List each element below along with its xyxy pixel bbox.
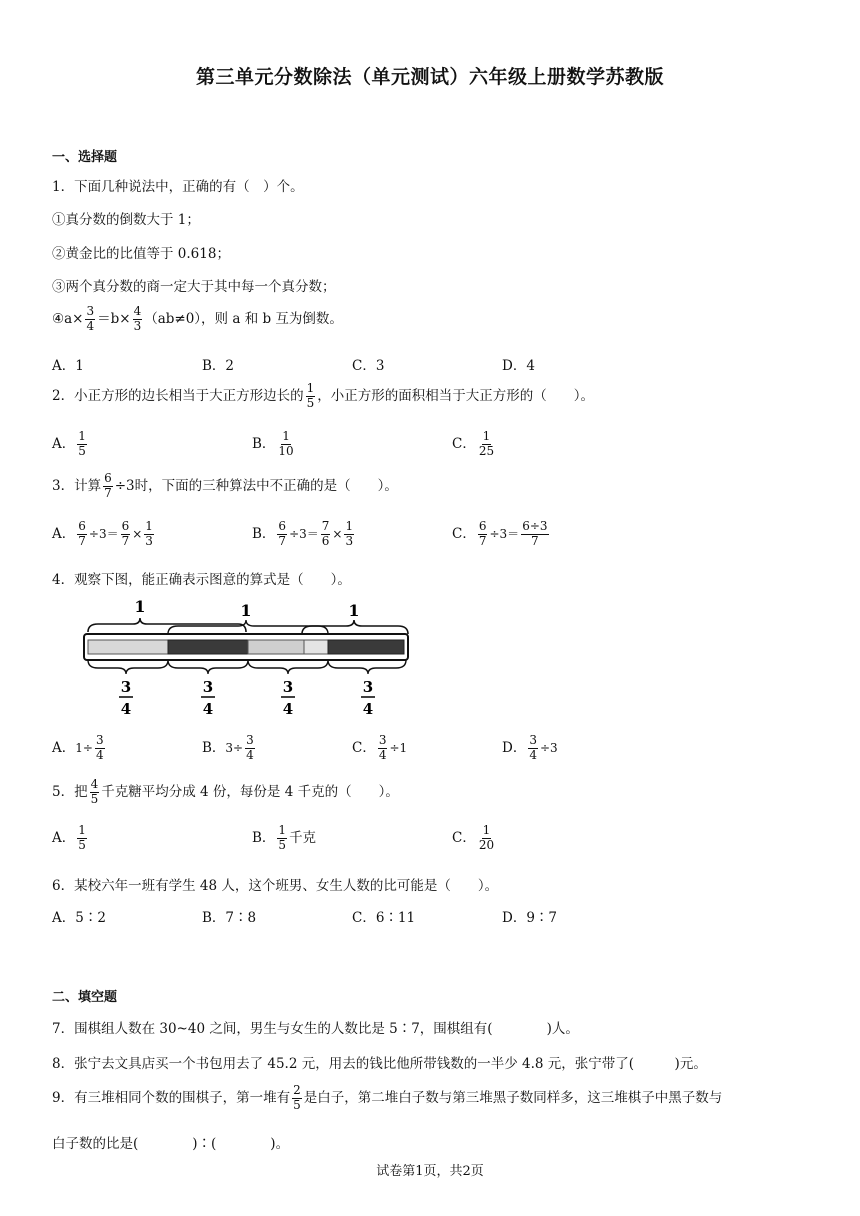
fraction: $\frac{3}{4}$ xyxy=(86,304,95,333)
question-3-option-b: B． $\frac{6}{7}$ ÷3＝ $\frac{7}{6}$ × $\frac{1}{3}$ xyxy=(252,519,354,548)
question-5-option-c: C． $\frac{1}{20}$ xyxy=(452,823,495,852)
question-5-option-b: B． $\frac{1}{5}$ 千克 xyxy=(252,823,317,852)
question-7: 7．围棋组人数在 30~40 之间，男生与女生的人数比是 5∶7，围棋组有( )人。 xyxy=(52,1021,579,1037)
segment-3 xyxy=(248,640,304,654)
question-1-statement-2: ②黄金比的比值等于 0.618； xyxy=(52,246,230,262)
question-1-statement-1: ①真分数的倒数大于 1； xyxy=(52,212,200,228)
question-3-stem: 3．计算 $\frac{6}{7}$ ÷3时，下面的三种算法中不正确的是（ ）。 xyxy=(52,471,398,500)
section-heading-choice: 一、选择题 xyxy=(52,150,118,165)
question-2-stem: 2．小正方形的边长相当于大正方形边长的 $\frac{1}{5}$ ，小正方形的面积相当于大正方形的（ ）。 xyxy=(52,381,594,410)
question-6-option-c: C．6∶11 xyxy=(352,910,416,926)
fraction: $\frac{4}{3}$ xyxy=(133,304,142,333)
segment-5 xyxy=(328,640,404,654)
bar-diagram xyxy=(78,596,418,722)
question-6-stem: 6．某校六年一班有学生 48 人，这个班男、女生人数的比可能是（ ）。 xyxy=(52,878,499,894)
question-5-option-a: A． $\frac{1}{5}$ xyxy=(52,823,86,852)
question-1-option-a: A．1 xyxy=(52,358,84,374)
bottom-brace-3 xyxy=(248,660,328,674)
top-brace-1 xyxy=(88,618,246,632)
bottom-den-1: 4 xyxy=(120,700,132,718)
bottom-den-3: 4 xyxy=(282,700,294,718)
page-title: 第三单元分数除法（单元测试）六年级上册数学苏教版 xyxy=(195,66,664,88)
question-6-option-a: A．5∶2 xyxy=(52,910,106,926)
page-footer: 试卷第1页，共2页 xyxy=(376,1164,484,1179)
top-brace-2 xyxy=(168,620,328,634)
question-4-stem: 4．观察下图，能正确表示图意的算式是（ ）。 xyxy=(52,572,351,588)
question-4-option-c: C． $\frac{3}{4}$ ÷1 xyxy=(352,733,408,762)
bottom-brace-2 xyxy=(168,660,248,674)
question-4-option-b: B．3÷ $\frac{3}{4}$ xyxy=(202,733,254,762)
question-9-line-1: 9．有三堆相同个数的围棋子，第一堆有 $\frac{2}{5}$ 是白子，第二堆白子数与第三堆黑子数同样多，这三堆棋子中黑子数与 xyxy=(52,1083,723,1112)
fraction: $\frac{2}{5}$ xyxy=(293,1083,301,1112)
question-2-option-a: A． $\frac{1}{5}$ xyxy=(52,429,86,458)
bottom-den-4: 4 xyxy=(362,700,374,718)
question-6-option-b: B．7∶8 xyxy=(202,910,257,926)
question-1-option-b: B．2 xyxy=(202,358,235,374)
segment-1 xyxy=(88,640,168,654)
bottom-num-2: 3 xyxy=(202,678,214,696)
top-brace-3 xyxy=(302,620,408,634)
bottom-brace-4 xyxy=(328,660,406,674)
question-6-option-d: D．9∶7 xyxy=(502,910,558,926)
fraction: $\frac{4}{5}$ xyxy=(90,777,99,806)
bottom-den-2: 4 xyxy=(202,700,214,718)
top-label-3: 1 xyxy=(348,601,360,620)
question-4-option-a: A．1÷ $\frac{3}{4}$ xyxy=(52,733,104,762)
section-heading-fill: 二、填空题 xyxy=(52,990,118,1005)
fraction: $\frac{1}{5}$ xyxy=(306,381,315,410)
question-1-statement-4: ④a× $\frac{3}{4}$ ＝b× $\frac{4}{3}$ （ab≠0），则 a 和 b 互为倒数。 xyxy=(52,304,343,333)
question-3-option-a: A． $\frac{6}{7}$ ÷3＝ $\frac{6}{7}$ × $\frac{1}{3}$ xyxy=(52,519,153,548)
top-label-2: 1 xyxy=(240,601,252,620)
question-2-option-b: B． $\frac{1}{10}$ xyxy=(252,429,294,458)
bottom-num-4: 3 xyxy=(362,678,374,696)
question-1-stem: 1．下面几种说法中，正确的有（ ）个。 xyxy=(52,179,304,195)
segment-4 xyxy=(304,640,328,654)
question-5-stem: 5．把 $\frac{4}{5}$ 千克糖平均分成 4 份，每份是 4 千克的（ ）。 xyxy=(52,777,399,806)
segment-2 xyxy=(168,640,248,654)
question-4-option-d: D． $\frac{3}{4}$ ÷3 xyxy=(502,733,558,762)
bottom-num-1: 3 xyxy=(120,678,132,696)
question-9-line-2: 白子数的比是( )∶( )。 xyxy=(52,1136,290,1152)
question-1-statement-3: ③两个真分数的商一定大于其中每一个真分数； xyxy=(52,279,336,295)
fraction: $\frac{6}{7}$ xyxy=(104,471,112,500)
question-3-option-c: C． $\frac{6}{7}$ ÷3＝ $\frac{6\div 3}{7}$ xyxy=(452,519,548,548)
question-2-option-c: C． $\frac{1}{25}$ xyxy=(452,429,495,458)
question-1-option-d: D．4 xyxy=(502,358,535,374)
bottom-num-3: 3 xyxy=(282,678,294,696)
question-8: 8．张宁去文具店买一个书包用去了 45.2 元，用去的钱比他所带钱数的一半少 4.8 元，张宁带了( )元。 xyxy=(52,1056,707,1072)
question-1-option-c: C．3 xyxy=(352,358,385,374)
top-label-1: 1 xyxy=(134,597,146,616)
bottom-brace-1 xyxy=(88,660,168,674)
